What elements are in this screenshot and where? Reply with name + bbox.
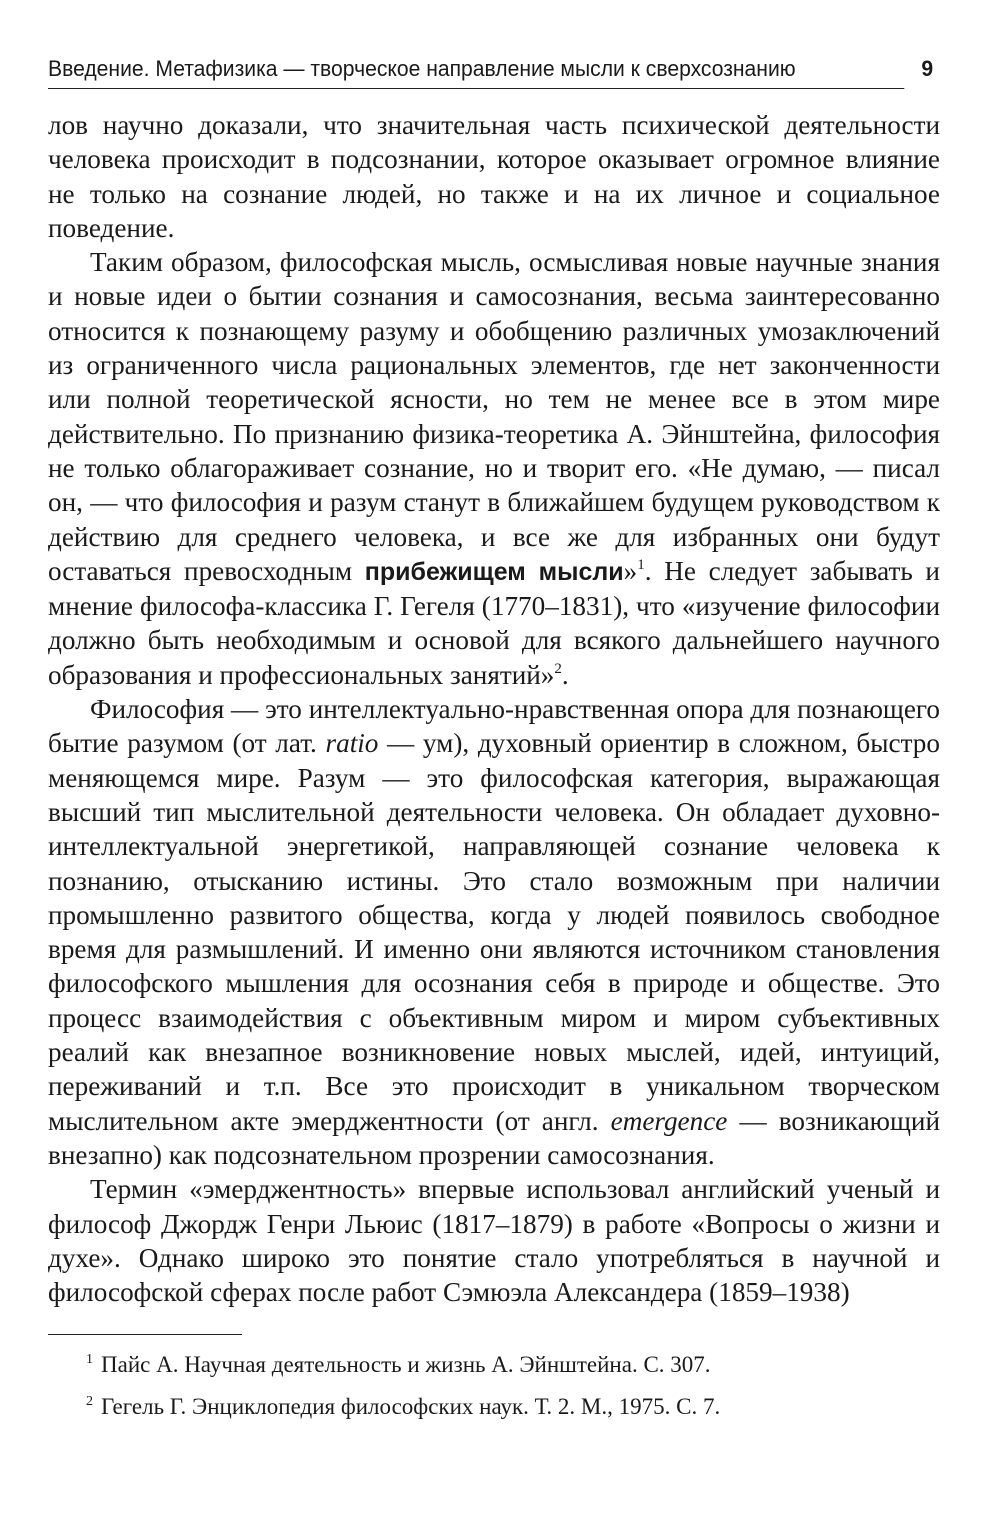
paragraph-4-text: Термин «эмерджентность» впервые использовал английский ученый и философ Джордж Генри Льюис (1817–1879) в работе «Вопросы о жизни и духе». Однако широко это понятие стало употребляться в научной и философской сферах после работ Сэмюэла Александера (1859–1938) bbox=[48, 1174, 940, 1308]
main-text bbox=[48, 108, 940, 1309]
footnote-ref-2: 2 bbox=[554, 660, 562, 677]
paragraph-3 bbox=[48, 692, 940, 1172]
running-header-title: Введение. Метафизика — творческое направление мысли к сверхсознанию bbox=[48, 56, 796, 81]
paragraph-2-part-1: Таким образом, философская мысль, осмысливая новые научные знания и новые идеи о бытии сознания и самосознания, весьма заинтересованно относится к познающему разуму и обобщению различных умозаключений из ограниченного числа рациональных элементов, где нет законченности или полной теоретической ясности, но тем не менее все в этом мире действительно. По признанию физика-теоретика А. Эйнштейна, философия не только облагораживает сознание, но и творит его. «Не думаю, — писал он, — что философия и разум станут в ближайшем будущем руководством к действию для среднего человека, и все же для избранных они будут оставаться превосходным bbox=[48, 247, 940, 586]
paragraph-2 bbox=[48, 245, 940, 692]
paragraph-3-part-2: — ум), духовный ориентир в сложном, быстро меняющемся мире. Разум — это философская категория, выражающая высший тип мыслительной деятельности человека. Он обладает духовно-интеллектуальной энергетикой, направляющей сознание человека к познанию, отысканию истины. Это стало возможным при наличии промышленно развитого общества, когда у людей появилось свободное время для размышлений. И именно они являются источником становления философского мышления для осознания себя в природе и обществе. Это процесс взаимодействия с объективным миром и миром субъективных реалий как внезапное возникновение новых мыслей, идей, интуиций, переживаний и т.п. Все это происходит в уникальном творческом мыслительном акте эмерджентности (от англ. bbox=[48, 728, 940, 1136]
page-number: 9 bbox=[921, 56, 934, 81]
running-header bbox=[48, 52, 934, 89]
footnote-ref-1: 1 bbox=[637, 556, 645, 573]
footnote-2 bbox=[48, 1386, 940, 1428]
italic-term-ratio: ratio bbox=[325, 728, 379, 759]
footnote-text: Гегель Г. Энциклопедия философских наук. Т. 2. М., 1975. С. 7. bbox=[101, 1394, 721, 1419]
paragraph-1-text: лов научно доказали, что значительная часть психической деятельности человека происходит в подсознании, которое оказывает огромное влияние не только на сознание людей, но также и на их личное и социальное поведение. bbox=[48, 110, 940, 243]
paragraph-4 bbox=[48, 1172, 940, 1309]
paragraph-2-part-4: . bbox=[561, 659, 569, 690]
paragraph-2-part-3: . Не следует забывать и мнение философа-классика Г. Гегеля (1770–1831), что «изучение философии должно быть необходимым и основой для всякого дальнейшего научного образования и профессиональных занятий» bbox=[48, 555, 940, 690]
italic-term-emergence: emergence bbox=[610, 1105, 728, 1136]
footnote-divider bbox=[48, 1334, 242, 1335]
footnote-text: Пайс А. Научная деятельность и жизнь А. Эйнштейна. С. 307. bbox=[101, 1352, 711, 1377]
paragraph-3-part-3: — возникающий внезапно) как подсознательном прозрении самосознания. bbox=[48, 1105, 941, 1170]
bold-term: прибежищем мысли bbox=[364, 557, 624, 586]
footnote-mark: 2 bbox=[86, 1394, 93, 1409]
paragraph-1 bbox=[48, 108, 940, 245]
footnote-1 bbox=[48, 1344, 940, 1386]
paragraph-2-part-2: » bbox=[623, 555, 638, 586]
footnote-mark: 1 bbox=[86, 1352, 93, 1367]
paragraph-3-part-1: Философия — это интеллектуально-нравственная опора для познающего бытие разумом (от лат. bbox=[48, 694, 940, 759]
footnotes bbox=[48, 1344, 940, 1428]
